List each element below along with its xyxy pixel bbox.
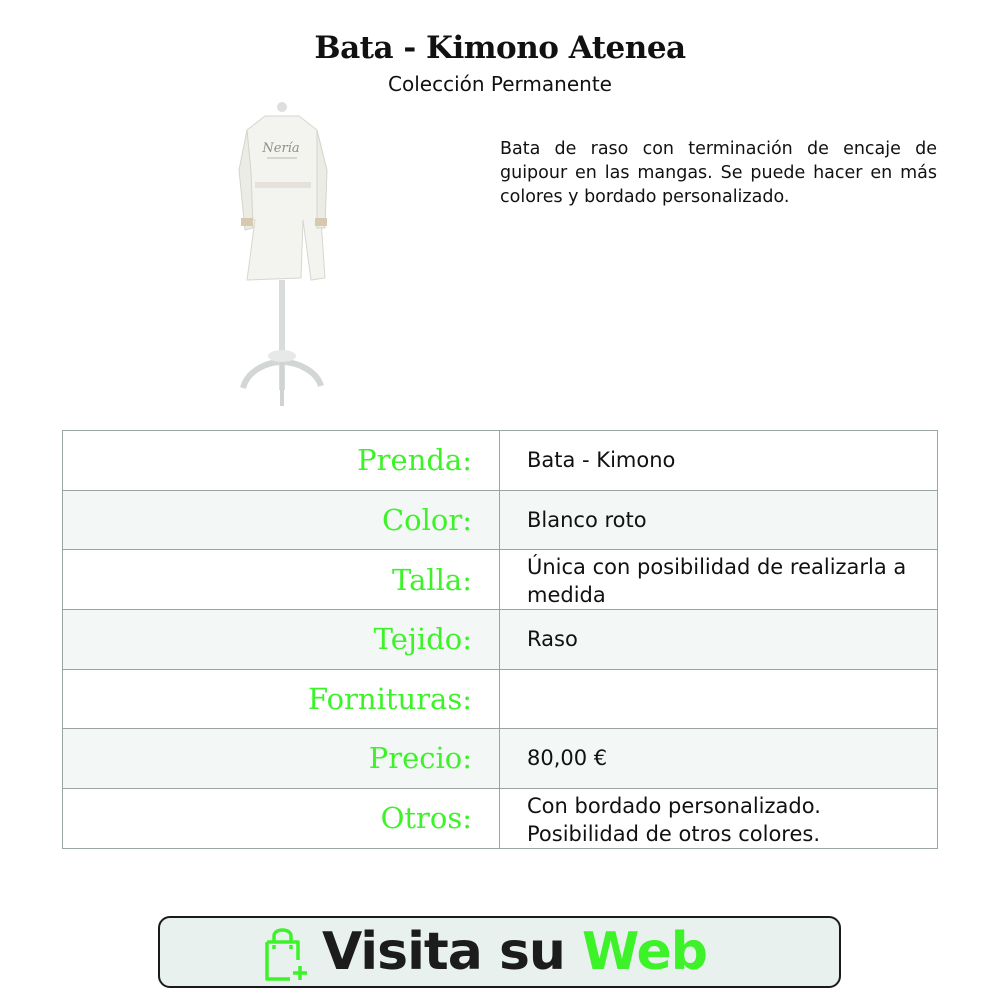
shopping-bag-icon (260, 926, 310, 982)
page-subtitle: Colección Permanente (388, 72, 612, 96)
spec-label: Talla: (63, 550, 500, 610)
page-title: Bata - Kimono Atenea (314, 30, 686, 66)
spec-value: Blanco roto (500, 490, 938, 550)
cta-text-accent: Web (582, 922, 708, 982)
product-description: Bata de raso con terminación de encaje de guipour en las mangas. Se puede hacer en más colores y bordado personalizado. (500, 139, 937, 207)
cta-text-main: Visita su (321, 922, 565, 982)
spec-label: Tejido: (63, 610, 500, 670)
spec-label: Fornituras: (63, 669, 500, 729)
table-row (63, 490, 938, 550)
visit-web-button[interactable] (158, 916, 841, 988)
table-row (63, 431, 938, 491)
spec-label: Precio: (63, 729, 500, 789)
table-row (63, 550, 938, 610)
table-row (63, 788, 938, 848)
svg-text:Nería: Nería (262, 141, 300, 156)
cta-label (322, 922, 707, 982)
spec-value: Bata - Kimono (500, 431, 938, 491)
spec-value (500, 669, 938, 729)
spec-label: Otros: (63, 788, 500, 848)
product-image (225, 100, 340, 410)
spec-label: Prenda: (63, 431, 500, 491)
spec-value: Raso (500, 610, 938, 670)
table-row (63, 669, 938, 729)
specs-table (62, 430, 938, 849)
spec-value: 80,00 € (500, 729, 938, 789)
table-row (63, 729, 938, 789)
spec-label: Color: (63, 490, 500, 550)
table-row (63, 610, 938, 670)
spec-value: Con bordado personalizado. Posibilidad de otros colores. (500, 788, 938, 848)
spec-value: Única con posibilidad de realizarla a medida (500, 550, 938, 610)
